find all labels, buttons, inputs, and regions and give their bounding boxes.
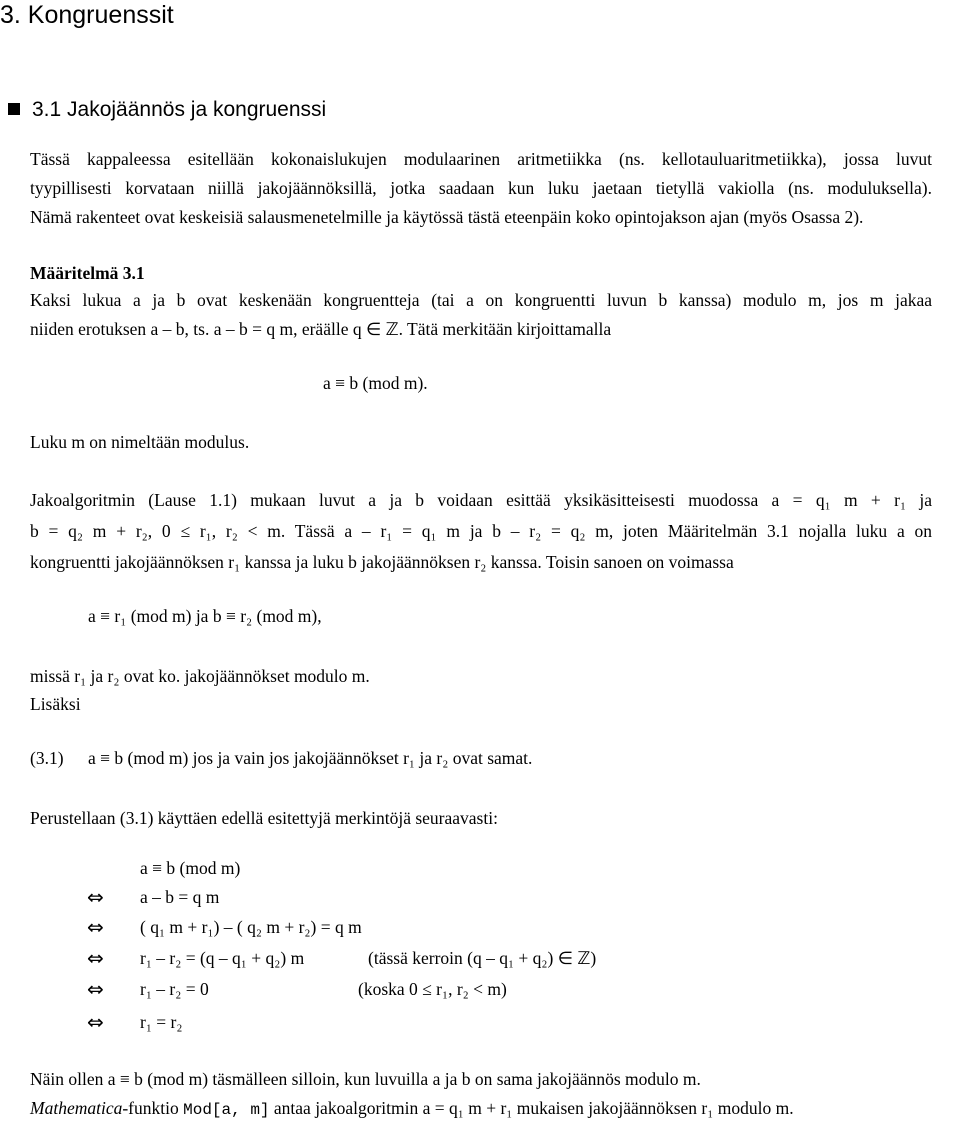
proof-step-5-note: (koska 0 ≤ r₁, r₂ < m) bbox=[358, 979, 507, 999]
remainder-display: a ≡ r₁ (mod m) ja b ≡ r₂ (mod m), bbox=[88, 606, 322, 626]
proof-step-5: r₁ – r₂ = 0 bbox=[140, 979, 209, 999]
equivalence-arrow-icon: ⇔ bbox=[87, 1010, 104, 1034]
paragraph2-line-3: kongruentti jakojäännöksen r₁ kanssa ja luku b jakojäännöksen r₂ kanssa. Toisin sanoen on voimassa bbox=[30, 552, 734, 572]
page-title: 3. Kongruenssit bbox=[0, 1, 174, 29]
theorem-statement: a ≡ b (mod m) jos ja vain jos jakojäännökset r₁ ja r₂ ovat samat. bbox=[88, 748, 533, 768]
intro-line-2: tyypillisesti korvataan niillä jakojäännöksillä, jotka saadaan kun luku jaetaan tietyllä vakiolla (ns. moduluksella). bbox=[30, 178, 932, 198]
proof-intro: Perustellaan (3.1) käyttäen edellä esitettyjä merkintöjä seuraavasti: bbox=[30, 808, 498, 828]
equivalence-arrow-icon: ⇔ bbox=[87, 885, 104, 909]
mathematica-middle: -funktio bbox=[122, 1098, 184, 1118]
definition-line-1: Kaksi lukua a ja b ovat keskenään kongruentteja (tai a on kongruentti luvun b kanssa) modulo m, jos m jakaa bbox=[30, 290, 932, 310]
proof-step-1: a ≡ b (mod m) bbox=[140, 858, 241, 878]
paragraph2-line-4: missä r₁ ja r₂ ovat ko. jakojäännökset modulo m. bbox=[30, 666, 370, 686]
mathematica-note bbox=[30, 1094, 932, 1125]
intro-line-3: Nämä rakenteet ovat keskeisiä salausmenetelmille ja käytössä tästä eteenpäin koko opintojakson ajan (myös Osassa 2). bbox=[30, 207, 864, 227]
square-bullet-icon bbox=[8, 103, 20, 115]
proof-step-2: a – b = q m bbox=[140, 887, 220, 907]
congruence-display: a ≡ b (mod m). bbox=[323, 373, 428, 393]
proof-step-4-note: (tässä kerroin (q – q₁ + q₂) ∈ ℤ) bbox=[368, 948, 597, 968]
proof-step-6: r₁ = r₂ bbox=[140, 1012, 183, 1032]
equivalence-arrow-icon: ⇔ bbox=[87, 977, 104, 1001]
mathematica-suffix: antaa jakoalgoritmin a = q₁ m + r₁ mukaisen jakojäännöksen r₁ modulo m. bbox=[269, 1098, 794, 1118]
section-title bbox=[8, 97, 326, 123]
equivalence-arrow-icon: ⇔ bbox=[87, 946, 104, 970]
mathematica-name: Mathematica bbox=[30, 1098, 123, 1118]
paragraph2-line-1: Jakoalgoritmin (Lause 1.1) mukaan luvut a ja b voidaan esittää yksikäsitteisesti muodossa a = q₁ m + r₁ ja bbox=[30, 490, 932, 510]
definition-title: Määritelmä 3.1 bbox=[30, 263, 145, 283]
section-title-text: 3.1 Jakojäännös ja kongruenssi bbox=[32, 98, 327, 121]
modulus-line: Luku m on nimeltään modulus. bbox=[30, 432, 250, 452]
proof-step-3: ( q₁ m + r₁) – ( q₂ m + r₂) = q m bbox=[140, 917, 362, 937]
equivalence-arrow-icon: ⇔ bbox=[87, 915, 104, 939]
intro-line-1: Tässä kappaleessa esitellään kokonaislukujen modulaarinen aritmetiikka (ns. kellotauluaritmetiikka), jossa luvut bbox=[30, 149, 932, 169]
definition-line-2: niiden erotuksen a – b, ts. a – b = q m, eräälle q ∈ ℤ. Tätä merkitään kirjoittamalla bbox=[30, 319, 612, 339]
paragraph2-line-2: b = q₂ m + r₂, 0 ≤ r₁, r₂ < m. Tässä a – r₁ = q₁ m ja b – r₂ = q₂ m, joten Määritelmän 3.1 nojalla luku a on bbox=[30, 521, 932, 541]
conclusion: Näin ollen a ≡ b (mod m) täsmälleen silloin, kun luvuilla a ja b on sama jakojäännös modulo m. bbox=[30, 1069, 701, 1089]
proof-step-4: r₁ – r₂ = (q – q₁ + q₂) m bbox=[140, 948, 305, 968]
theorem-label: (3.1) bbox=[30, 748, 64, 768]
mod-function-code: Mod[a, m] bbox=[183, 1101, 270, 1119]
paragraph2-line-5: Lisäksi bbox=[30, 694, 81, 714]
